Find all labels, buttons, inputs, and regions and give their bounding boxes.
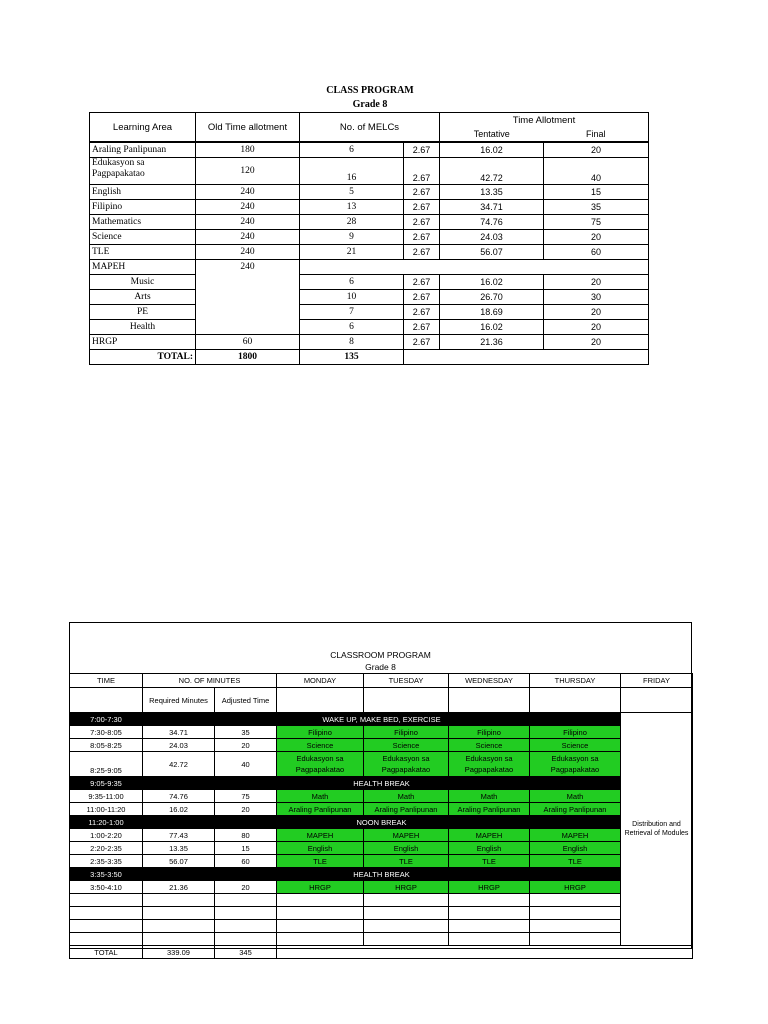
activity-bar: HEALTH BREAK [143,868,621,881]
required-cell: 16.02 [143,803,215,816]
mapeh-empty-cell [300,260,649,275]
mapeh-row [90,260,649,275]
subject-cell: Filipino [449,726,530,739]
empty-cell [530,894,621,907]
subject-cell: English [530,842,621,855]
final-cell: 35 [544,200,649,215]
old-cell: 60 [196,335,300,350]
tentative-cell: 56.07 [440,245,544,260]
melcs-cell: 21 [300,245,404,260]
mapeh-sub-row [90,290,649,305]
final-cell: 20 [544,305,649,320]
total-row [90,350,649,365]
subject-line: Edukasyon sa [465,754,513,763]
header-old-time: Old Time allotment [196,113,300,143]
empty-cell [277,920,364,933]
subject-cell: MAPEH [277,829,364,842]
time-cell: 7:30-8:05 [70,726,143,739]
header-blank [449,688,530,713]
table-row [90,230,649,245]
final-cell: 30 [544,290,649,305]
subject-cell: MAPEH [364,829,449,842]
required-cell: 74.76 [143,790,215,803]
required-cell: 21.36 [143,881,215,894]
empty-cell [449,933,530,946]
header-blank [530,688,621,713]
schedule-row [70,777,693,790]
header-time-allotment: Time Allotment [440,113,649,128]
schedule-row [70,803,693,816]
empty-row [70,920,693,933]
table-row [90,200,649,215]
area-cell: Science [90,230,196,245]
subject-line: Edukasyon sa [296,754,344,763]
total-row [70,946,693,959]
subject-cell: TLE [449,855,530,868]
final-cell: 40 [544,158,649,185]
empty-cell [70,907,143,920]
subject-cell: English [364,842,449,855]
old-cell: 240 [196,185,300,200]
subject-cell: Math [364,790,449,803]
factor-cell: 2.67 [404,142,440,158]
empty-cell [449,894,530,907]
area-cell: Music [90,275,196,290]
area-cell: MAPEH [90,260,196,275]
final-cell: 15 [544,185,649,200]
adjusted-cell: 20 [215,739,277,752]
tentative-cell: 16.02 [440,320,544,335]
empty-cell [364,920,449,933]
schedule-row [70,790,693,803]
melcs-cell: 10 [300,290,404,305]
factor-cell: 2.67 [404,185,440,200]
empty-cell [530,907,621,920]
area-cell: Arts [90,290,196,305]
empty-cell [70,894,143,907]
subject-cell: Science [364,739,449,752]
activity-bar: HEALTH BREAK [143,777,621,790]
subject-cell: Araling Panlipunan [449,803,530,816]
tentative-cell: 34.71 [440,200,544,215]
melcs-cell: 8 [300,335,404,350]
header-time: TIME [70,674,143,688]
empty-cell [215,907,277,920]
time-cell: 8:25-9:05 [70,752,143,777]
header-tuesday: TUESDAY [364,674,449,688]
header-wednesday: WEDNESDAY [449,674,530,688]
old-cell: 180 [196,142,300,158]
schedule-row [70,868,693,881]
header-final: Final [544,127,649,142]
header-time-blank [70,688,143,713]
empty-cell [70,920,143,933]
time-cell: 11:00-11:20 [70,803,143,816]
subject-cell: Science [449,739,530,752]
area-cell: Mathematics [90,215,196,230]
area-cell: TLE [90,245,196,260]
total-required: 339.09 [143,946,215,959]
old-cell: 120 [196,158,300,185]
adjusted-cell: 60 [215,855,277,868]
time-cell: 2:35-3:35 [70,855,143,868]
time-cell: 1:00-2:20 [70,829,143,842]
empty-cell [449,920,530,933]
tentative-cell: 74.76 [440,215,544,230]
header-friday: FRIDAY [621,674,693,688]
header-thursday: THURSDAY [530,674,621,688]
time-cell: 7:00-7:30 [70,713,143,726]
schedule-row [70,739,693,752]
tentative-cell: 16.02 [440,142,544,158]
time-cell: 9:05-9:35 [70,777,143,790]
total-adjusted: 345 [215,946,277,959]
tentative-cell: 26.70 [440,290,544,305]
header-monday: MONDAY [277,674,364,688]
empty-cell [277,907,364,920]
header-minutes: NO. OF MINUTES [143,674,277,688]
empty-cell [277,933,364,946]
header-adjusted: Adjusted Time [215,688,277,713]
required-cell: 34.71 [143,726,215,739]
subject-line: Pagpapakatao [464,765,514,774]
header-melcs: No. of MELCs [300,113,440,143]
subject-cell: TLE [530,855,621,868]
final-cell: 60 [544,245,649,260]
subject-cell: Araling Panlipunan [277,803,364,816]
table-row [90,245,649,260]
total-empty-cell [277,946,693,959]
empty-cell [277,894,364,907]
subject-line: Pagpapakatao [381,765,431,774]
table-row [90,185,649,200]
adjusted-cell: 40 [215,752,277,777]
tentative-cell: 18.69 [440,305,544,320]
empty-cell [70,933,143,946]
subject-cell: Filipino [530,726,621,739]
tentative-cell: 16.02 [440,275,544,290]
area-cell: HRGP [90,335,196,350]
activity-bar: WAKE UP, MAKE BED, EXERCISE [143,713,621,726]
empty-cell [530,933,621,946]
old-cell: 240 [196,200,300,215]
subject-cell: HRGP [449,881,530,894]
empty-cell [530,920,621,933]
old-merged-cell [196,275,300,335]
adjusted-cell: 35 [215,726,277,739]
header-blank [277,688,364,713]
subject-cell [364,752,449,777]
required-cell: 13.35 [143,842,215,855]
factor-cell: 2.67 [404,200,440,215]
subject-cell: English [449,842,530,855]
schedule-row [70,829,693,842]
time-cell: 9:35-11:00 [70,790,143,803]
factor-cell: 2.67 [404,158,440,185]
subject-line: Edukasyon sa [382,754,430,763]
schedule-row [70,713,693,726]
empty-cell [215,894,277,907]
factor-cell: 2.67 [404,290,440,305]
table-row [90,215,649,230]
subject-cell [277,752,364,777]
empty-cell [364,907,449,920]
tentative-cell: 42.72 [440,158,544,185]
empty-cell [215,920,277,933]
total-melcs: 135 [300,350,404,365]
subject-cell: Science [277,739,364,752]
adjusted-cell: 75 [215,790,277,803]
empty-cell [143,907,215,920]
subject-cell: HRGP [364,881,449,894]
empty-cell [143,894,215,907]
friday-note: Distribution and Retrieval of Modules [621,713,693,946]
final-cell: 20 [544,142,649,158]
area-cell: Health [90,320,196,335]
factor-cell: 2.67 [404,275,440,290]
factor-cell: 2.67 [404,335,440,350]
melcs-cell: 9 [300,230,404,245]
header-learning-area: Learning Area [90,113,196,143]
subject-cell [530,752,621,777]
melcs-cell: 16 [300,158,404,185]
subject-cell: MAPEH [530,829,621,842]
subject-cell: Araling Panlipunan [530,803,621,816]
schedule-row [70,816,693,829]
melcs-cell: 13 [300,200,404,215]
hrgp-row [90,335,649,350]
required-cell: 77.43 [143,829,215,842]
classroom-program-title: CLASSROOM PROGRAM [330,650,431,660]
area-cell: Filipino [90,200,196,215]
schedule-row [70,855,693,868]
melcs-cell: 6 [300,142,404,158]
header-tentative: Tentative [440,127,544,142]
adjusted-cell: 15 [215,842,277,855]
classroom-program-table [69,673,693,959]
table-row [90,142,649,158]
old-cell: 240 [196,260,300,275]
classroom-program-grade: Grade 8 [365,662,396,672]
final-cell: 20 [544,230,649,245]
old-cell: 240 [196,230,300,245]
area-cell: Araling Panlipunan [90,142,196,158]
required-cell: 42.72 [143,752,215,777]
class-program-grade: Grade 8 [352,99,388,110]
schedule-row [70,726,693,739]
time-cell: 3:50-4:10 [70,881,143,894]
class-program-title: CLASS PROGRAM [326,85,414,96]
time-cell: 11:20-1:00 [70,816,143,829]
area-cell: Edukasyon sa Pagpapakatao [90,158,196,185]
adjusted-cell: 80 [215,829,277,842]
subject-cell: Math [530,790,621,803]
activity-bar: NOON BREAK [143,816,621,829]
subject-cell [449,752,530,777]
old-cell: 240 [196,245,300,260]
time-cell: 8:05-8:25 [70,739,143,752]
required-cell: 24.03 [143,739,215,752]
subject-cell: Math [277,790,364,803]
mapeh-sub-row [90,320,649,335]
total-label: TOTAL [70,946,143,959]
empty-row [70,907,693,920]
subject-cell: Math [449,790,530,803]
total-empty-cell [404,350,649,365]
subject-cell: Filipino [277,726,364,739]
subject-cell: Araling Panlipunan [364,803,449,816]
subject-line: Edukasyon sa [551,754,599,763]
final-cell: 20 [544,335,649,350]
empty-cell [364,894,449,907]
factor-cell: 2.67 [404,215,440,230]
final-cell: 20 [544,320,649,335]
subject-cell: TLE [277,855,364,868]
empty-row [70,933,693,946]
tentative-cell: 13.35 [440,185,544,200]
tentative-cell: 21.36 [440,335,544,350]
factor-cell: 2.67 [404,230,440,245]
subject-cell: TLE [364,855,449,868]
factor-cell: 2.67 [404,245,440,260]
empty-cell [364,933,449,946]
header-required: Required Minutes [143,688,215,713]
empty-cell [449,907,530,920]
header-row-1 [70,674,693,688]
melcs-cell: 6 [300,320,404,335]
total-old: 1800 [196,350,300,365]
melcs-cell: 6 [300,275,404,290]
factor-cell: 2.67 [404,320,440,335]
subject-cell: Science [530,739,621,752]
adjusted-cell: 20 [215,803,277,816]
subject-cell: English [277,842,364,855]
subject-line: Pagpapakatao [550,765,600,774]
header-blank [364,688,449,713]
empty-cell [143,920,215,933]
adjusted-cell: 20 [215,881,277,894]
empty-cell [215,933,277,946]
table-row [90,158,649,185]
tentative-cell: 24.03 [440,230,544,245]
empty-row [70,894,693,907]
empty-cell [143,933,215,946]
area-cell: PE [90,305,196,320]
time-cell: 3:35-3:50 [70,868,143,881]
melcs-cell: 28 [300,215,404,230]
header-blank [621,688,693,713]
header-row-2 [70,688,693,713]
subject-cell: HRGP [277,881,364,894]
final-cell: 20 [544,275,649,290]
subject-cell: MAPEH [449,829,530,842]
time-cell: 2:20-2:35 [70,842,143,855]
mapeh-sub-row [90,305,649,320]
subject-line: Pagpapakatao [295,765,345,774]
melcs-cell: 5 [300,185,404,200]
class-program-table [89,112,649,365]
final-cell: 75 [544,215,649,230]
area-cell: English [90,185,196,200]
schedule-row [70,881,693,894]
melcs-cell: 7 [300,305,404,320]
subject-cell: Filipino [364,726,449,739]
schedule-row [70,842,693,855]
total-label: TOTAL: [90,350,196,365]
factor-cell: 2.67 [404,305,440,320]
subject-cell: HRGP [530,881,621,894]
mapeh-sub-row [90,275,649,290]
required-cell: 56.07 [143,855,215,868]
header-row-1 [90,113,649,128]
schedule-row [70,752,693,777]
old-cell: 240 [196,215,300,230]
